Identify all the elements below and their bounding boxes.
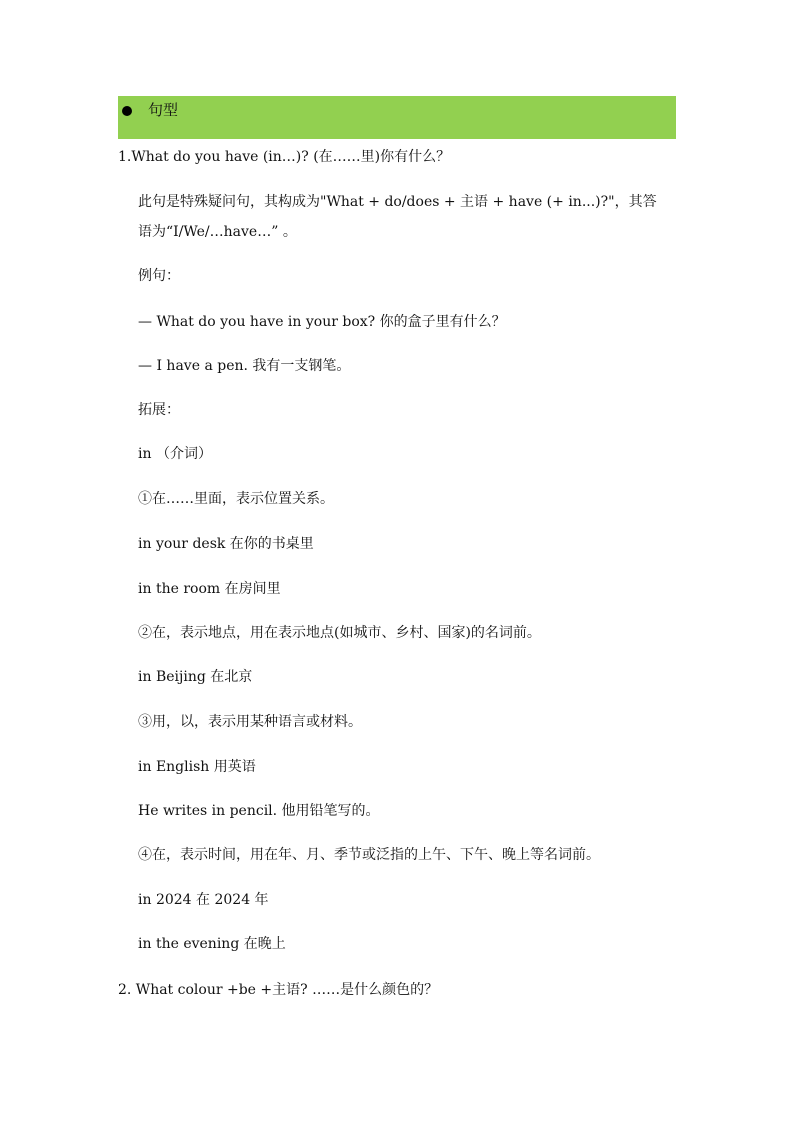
meaning-4: ④在，表示时间，用在年、月、季节或泛指的上午、下午、晚上等名词前。 bbox=[138, 847, 600, 863]
example-question: — What do you have in your box? 你的盒子里有什么？ bbox=[138, 314, 506, 330]
meaning-4-example-1: in 2024 在 2024 年 bbox=[138, 892, 269, 908]
example-answer: — I have a pen. 我有一支钢笔。 bbox=[138, 358, 351, 374]
example-label: 例句： bbox=[138, 268, 180, 284]
section-heading-title: 句型 bbox=[148, 101, 179, 119]
meaning-1-example-1: in your desk 在你的书桌里 bbox=[138, 536, 314, 552]
meaning-3: ③用，以，表示用某种语言或材料。 bbox=[138, 714, 362, 730]
meaning-2-example-1: in Beijing 在北京 bbox=[138, 669, 253, 685]
meaning-4-example-2: in the evening 在晚上 bbox=[138, 936, 286, 952]
expansion-label: 拓展： bbox=[138, 402, 180, 418]
meaning-1: ①在……里面，表示位置关系。 bbox=[138, 491, 334, 507]
sentence-pattern-1-title: 1.What do you have (in…)? (在……里)你有什么？ bbox=[118, 149, 451, 165]
meaning-1-example-2: in the room 在房间里 bbox=[138, 581, 281, 597]
bullet-icon bbox=[122, 106, 132, 116]
meaning-2: ②在，表示地点，用在表示地点(如城市、乡村、国家)的名词前。 bbox=[138, 625, 541, 641]
sentence-pattern-2-title: 2. What colour +be +主语? ……是什么颜色的？ bbox=[118, 982, 439, 998]
section-heading-bar bbox=[118, 96, 676, 139]
explanation-line-1: 此句是特殊疑问句，其构成为"What + do/does + 主语 + have (+ in...)?"，其答 bbox=[138, 194, 657, 210]
meaning-3-example-1: in English 用英语 bbox=[138, 759, 256, 775]
explanation-line-2: 语为“I/We/…have…” 。 bbox=[138, 224, 297, 240]
preposition-heading: in （介词） bbox=[138, 446, 212, 462]
meaning-3-example-2: He writes in pencil. 他用铅笔写的。 bbox=[138, 803, 380, 819]
